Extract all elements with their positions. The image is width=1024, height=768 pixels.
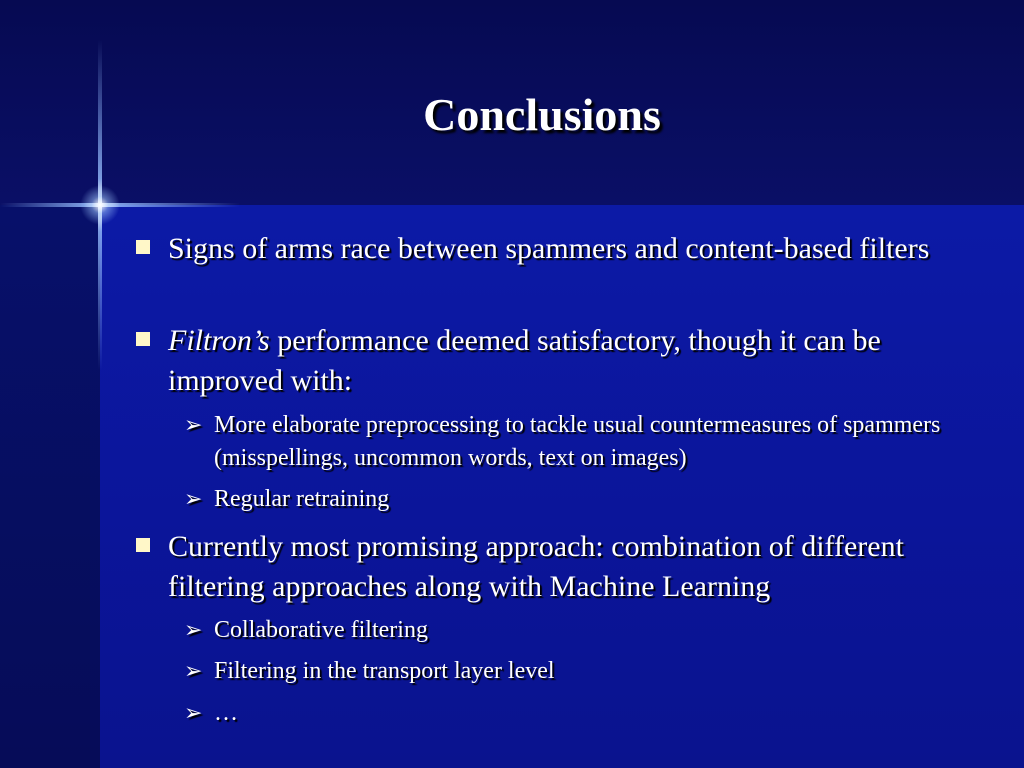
sub-bullet-text: More elaborate preprocessing to tackle usual countermeasures of spammers (misspellings, uncommon words, text on images) <box>214 412 941 471</box>
arrow-bullet-icon: ➢ <box>184 701 203 726</box>
sub-bullet-text: Collaborative filtering <box>214 617 428 643</box>
sub-bullet-item <box>184 483 974 516</box>
sub-bullet-text: Filtering in the transport layer level <box>214 658 555 684</box>
slide-title: Conclusions <box>423 89 661 140</box>
arrow-bullet-icon: ➢ <box>184 487 203 512</box>
sub-bullet-item <box>184 409 974 475</box>
bullet-text-rest: performance deemed satisfactory, though it can be improved with: <box>168 324 881 397</box>
sub-bullet-item <box>184 614 974 647</box>
arrow-bullet-icon: ➢ <box>184 413 203 438</box>
square-bullet-icon <box>136 240 150 254</box>
bullet-text <box>168 321 996 401</box>
arrow-bullet-icon: ➢ <box>184 618 203 643</box>
sub-bullet-text: … <box>214 700 238 726</box>
bullet-item <box>136 229 996 269</box>
sub-bullet-text: Regular retraining <box>214 486 390 512</box>
emphasis-text: Filtron’s <box>168 324 270 357</box>
square-bullet-icon <box>136 538 150 552</box>
bullet-item <box>136 321 996 401</box>
bullet-item <box>136 527 996 607</box>
sub-bullet-item <box>184 655 974 688</box>
bullet-text: Currently most promising approach: combination of different filtering approaches along with Machine Learning <box>168 530 904 603</box>
bullet-text: Signs of arms race between spammers and content-based filters <box>168 232 930 265</box>
sub-bullet-item <box>184 697 974 730</box>
arrow-bullet-icon: ➢ <box>184 659 203 684</box>
square-bullet-icon <box>136 332 150 346</box>
